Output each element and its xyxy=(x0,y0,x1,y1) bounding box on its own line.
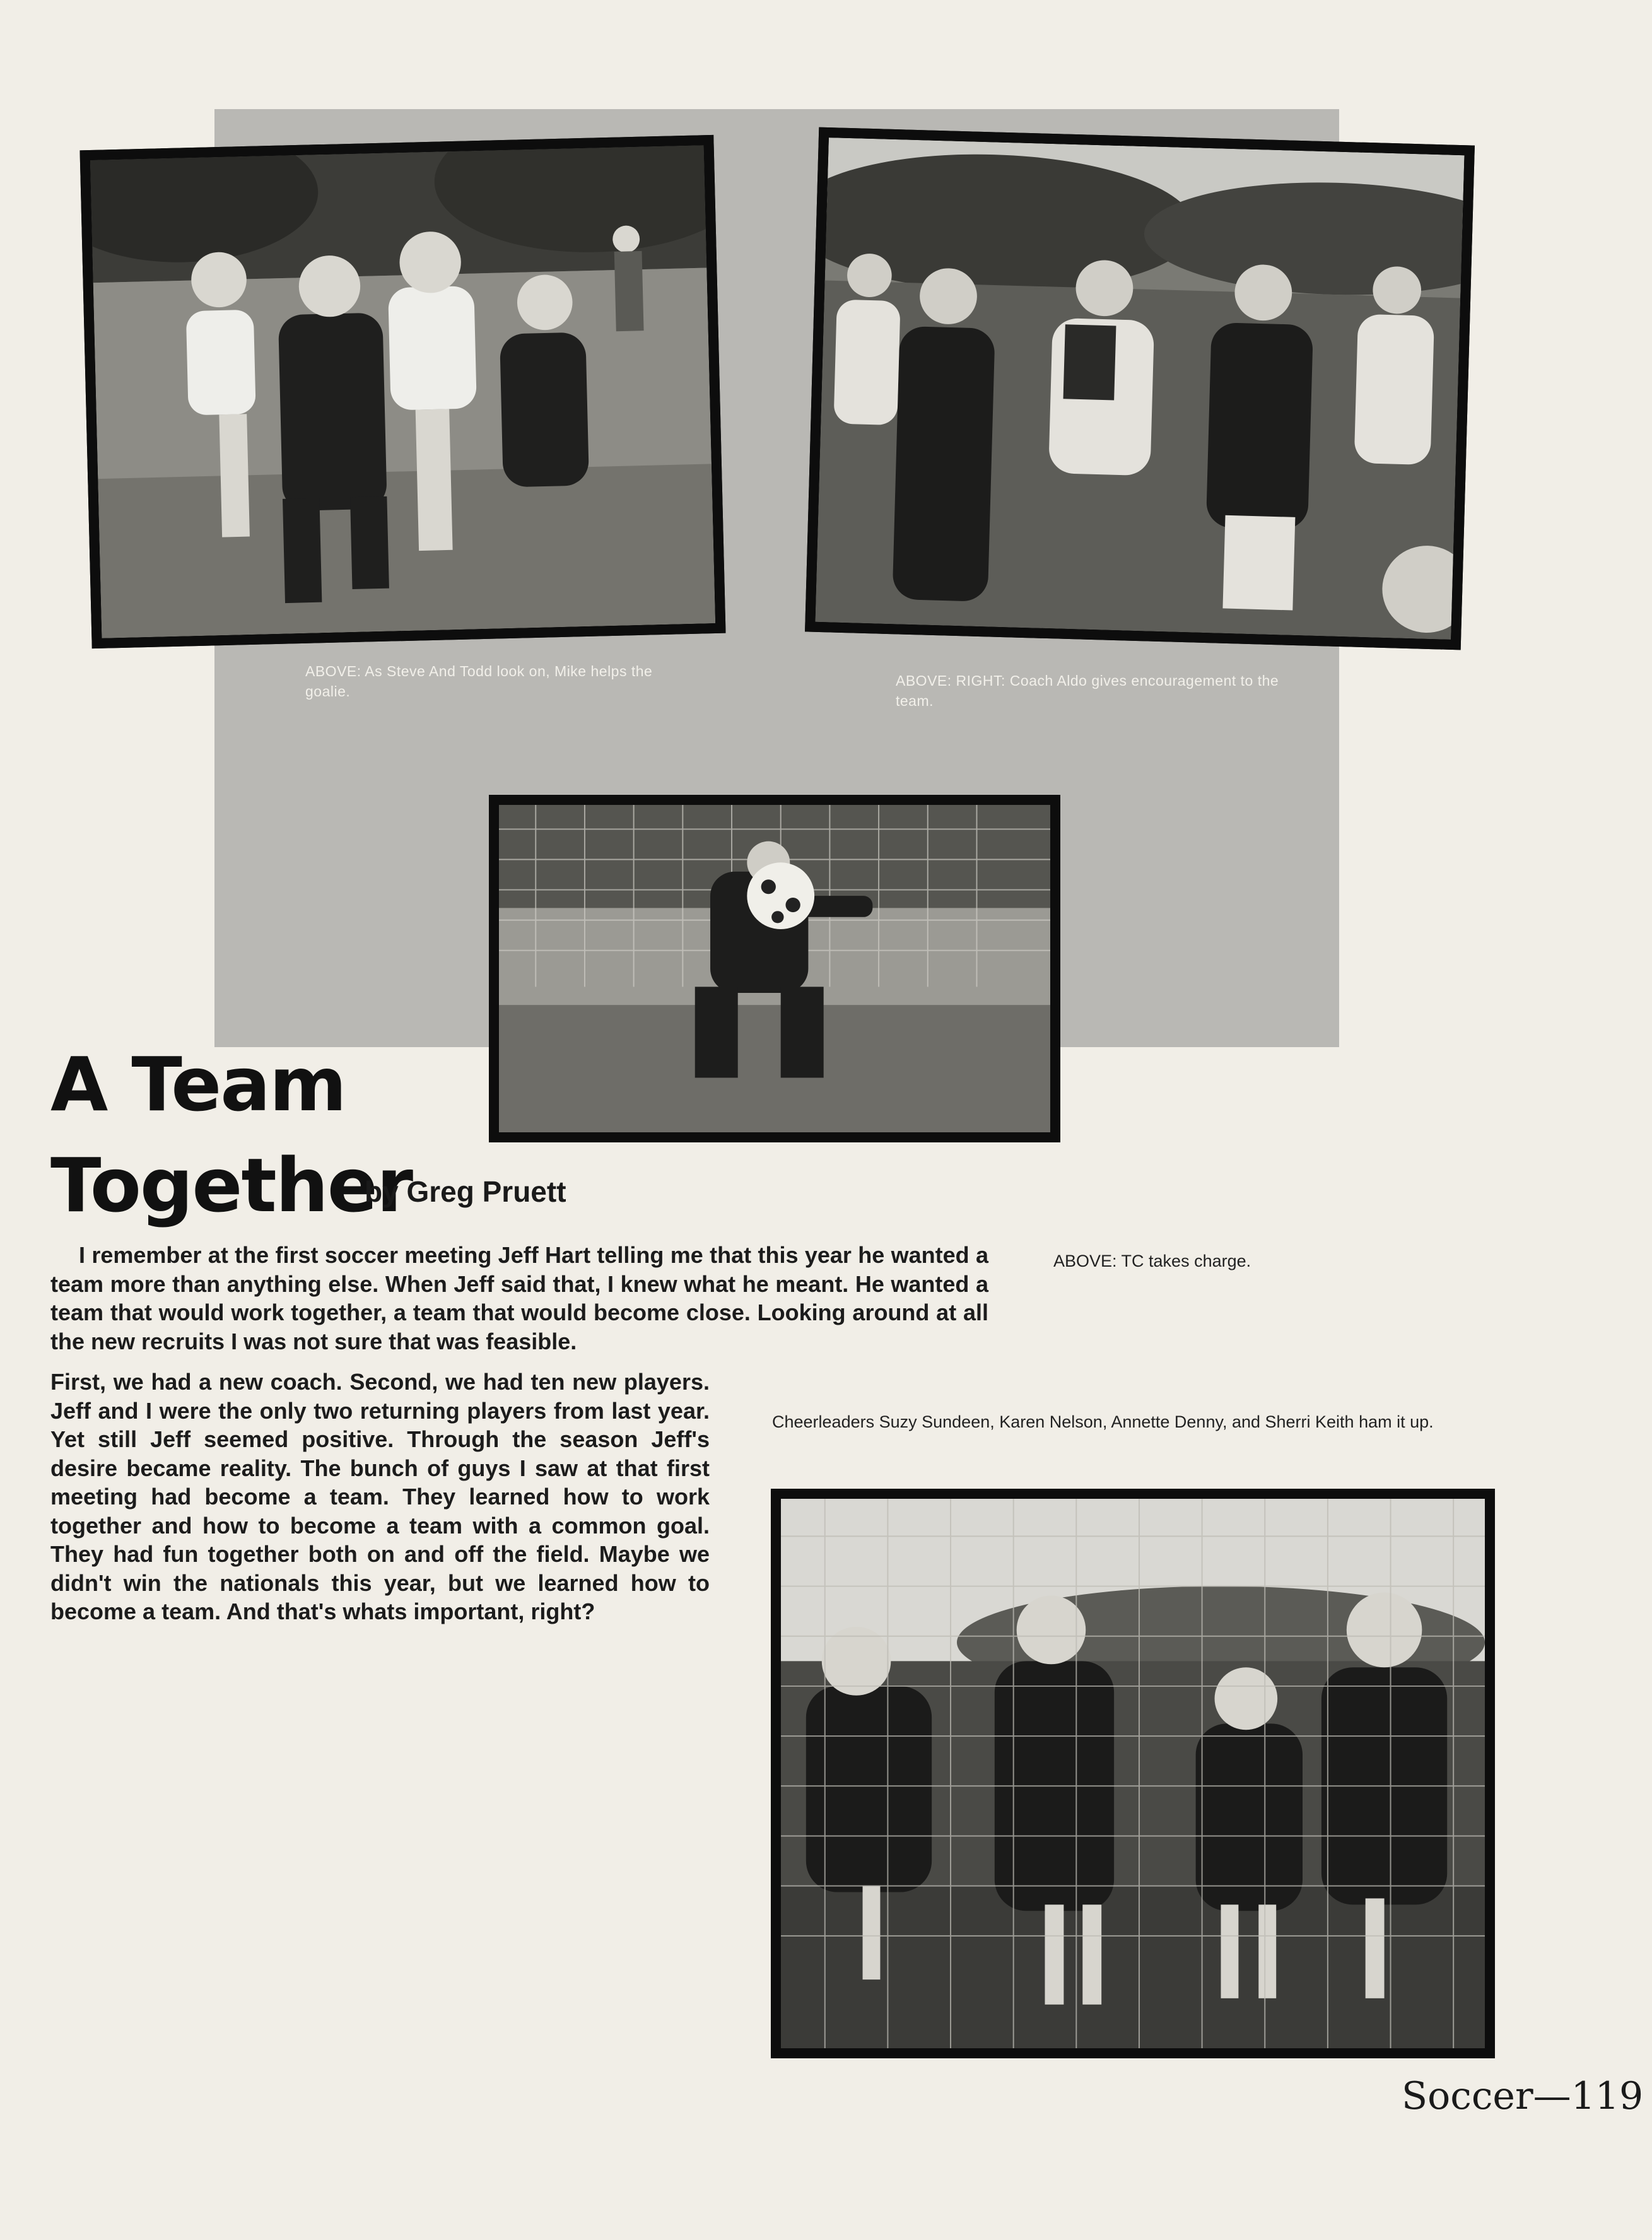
photo-players-challenging-goalie xyxy=(79,135,725,648)
photo-coach-and-team-huddle xyxy=(805,127,1475,650)
article-byline: by Greg Pruett xyxy=(365,1175,566,1208)
photo-huddle-illustration xyxy=(815,138,1464,640)
photo-caption-coach: ABOVE: RIGHT: Coach Aldo gives encouragement to the team. xyxy=(896,672,1279,709)
photo-cheerleaders-illustration xyxy=(781,1499,1485,2048)
article-body-paragraph-1: I remember at the first soccer meeting Jeff Hart telling me that this year he wanted a team more than anything else. When Jeff said that, I knew what he meant. He wanted a team that would work together, a team that would become close. Looking around at all the new recruits I was not sure that was feasible. xyxy=(50,1242,988,1354)
photo-caption-players: ABOVE: As Steve And Todd look on, Mike helps the goalie. xyxy=(305,663,653,700)
article-title-line-1: A Team xyxy=(50,1041,346,1128)
photo-goalie-catching-ball xyxy=(489,795,1060,1142)
photo-goalie-illustration xyxy=(499,805,1050,1132)
page-footer-number: Soccer—119 xyxy=(1402,2074,1644,2118)
photo-players-illustration xyxy=(90,145,715,638)
photo-caption-cheerleaders: Cheerleaders Suzy Sundeen, Karen Nelson, Annette Denny, and Sherri Keith ham it up. xyxy=(772,1412,1434,1431)
article-title-line-2: Together xyxy=(50,1142,413,1229)
article-body-paragraph-2: First, we had a new coach. Second, we had ten new players. Jeff and I were the only two returning players from last year. Yet still Jeff seemed positive. Through the season Jeff's desire became reality. The bunch of guys I saw at that first meeting had become a team. They learned how to work together and how to become a team with a common goal. They had fun together both on and off the field. Maybe we didn't win the nationals this year, but we learned how to become a team. And that's whats important, right? xyxy=(50,1369,710,1624)
photo-cheerleaders-behind-net xyxy=(771,1489,1495,2058)
photo-caption-goalie: ABOVE: TC takes charge. xyxy=(1053,1252,1251,1270)
